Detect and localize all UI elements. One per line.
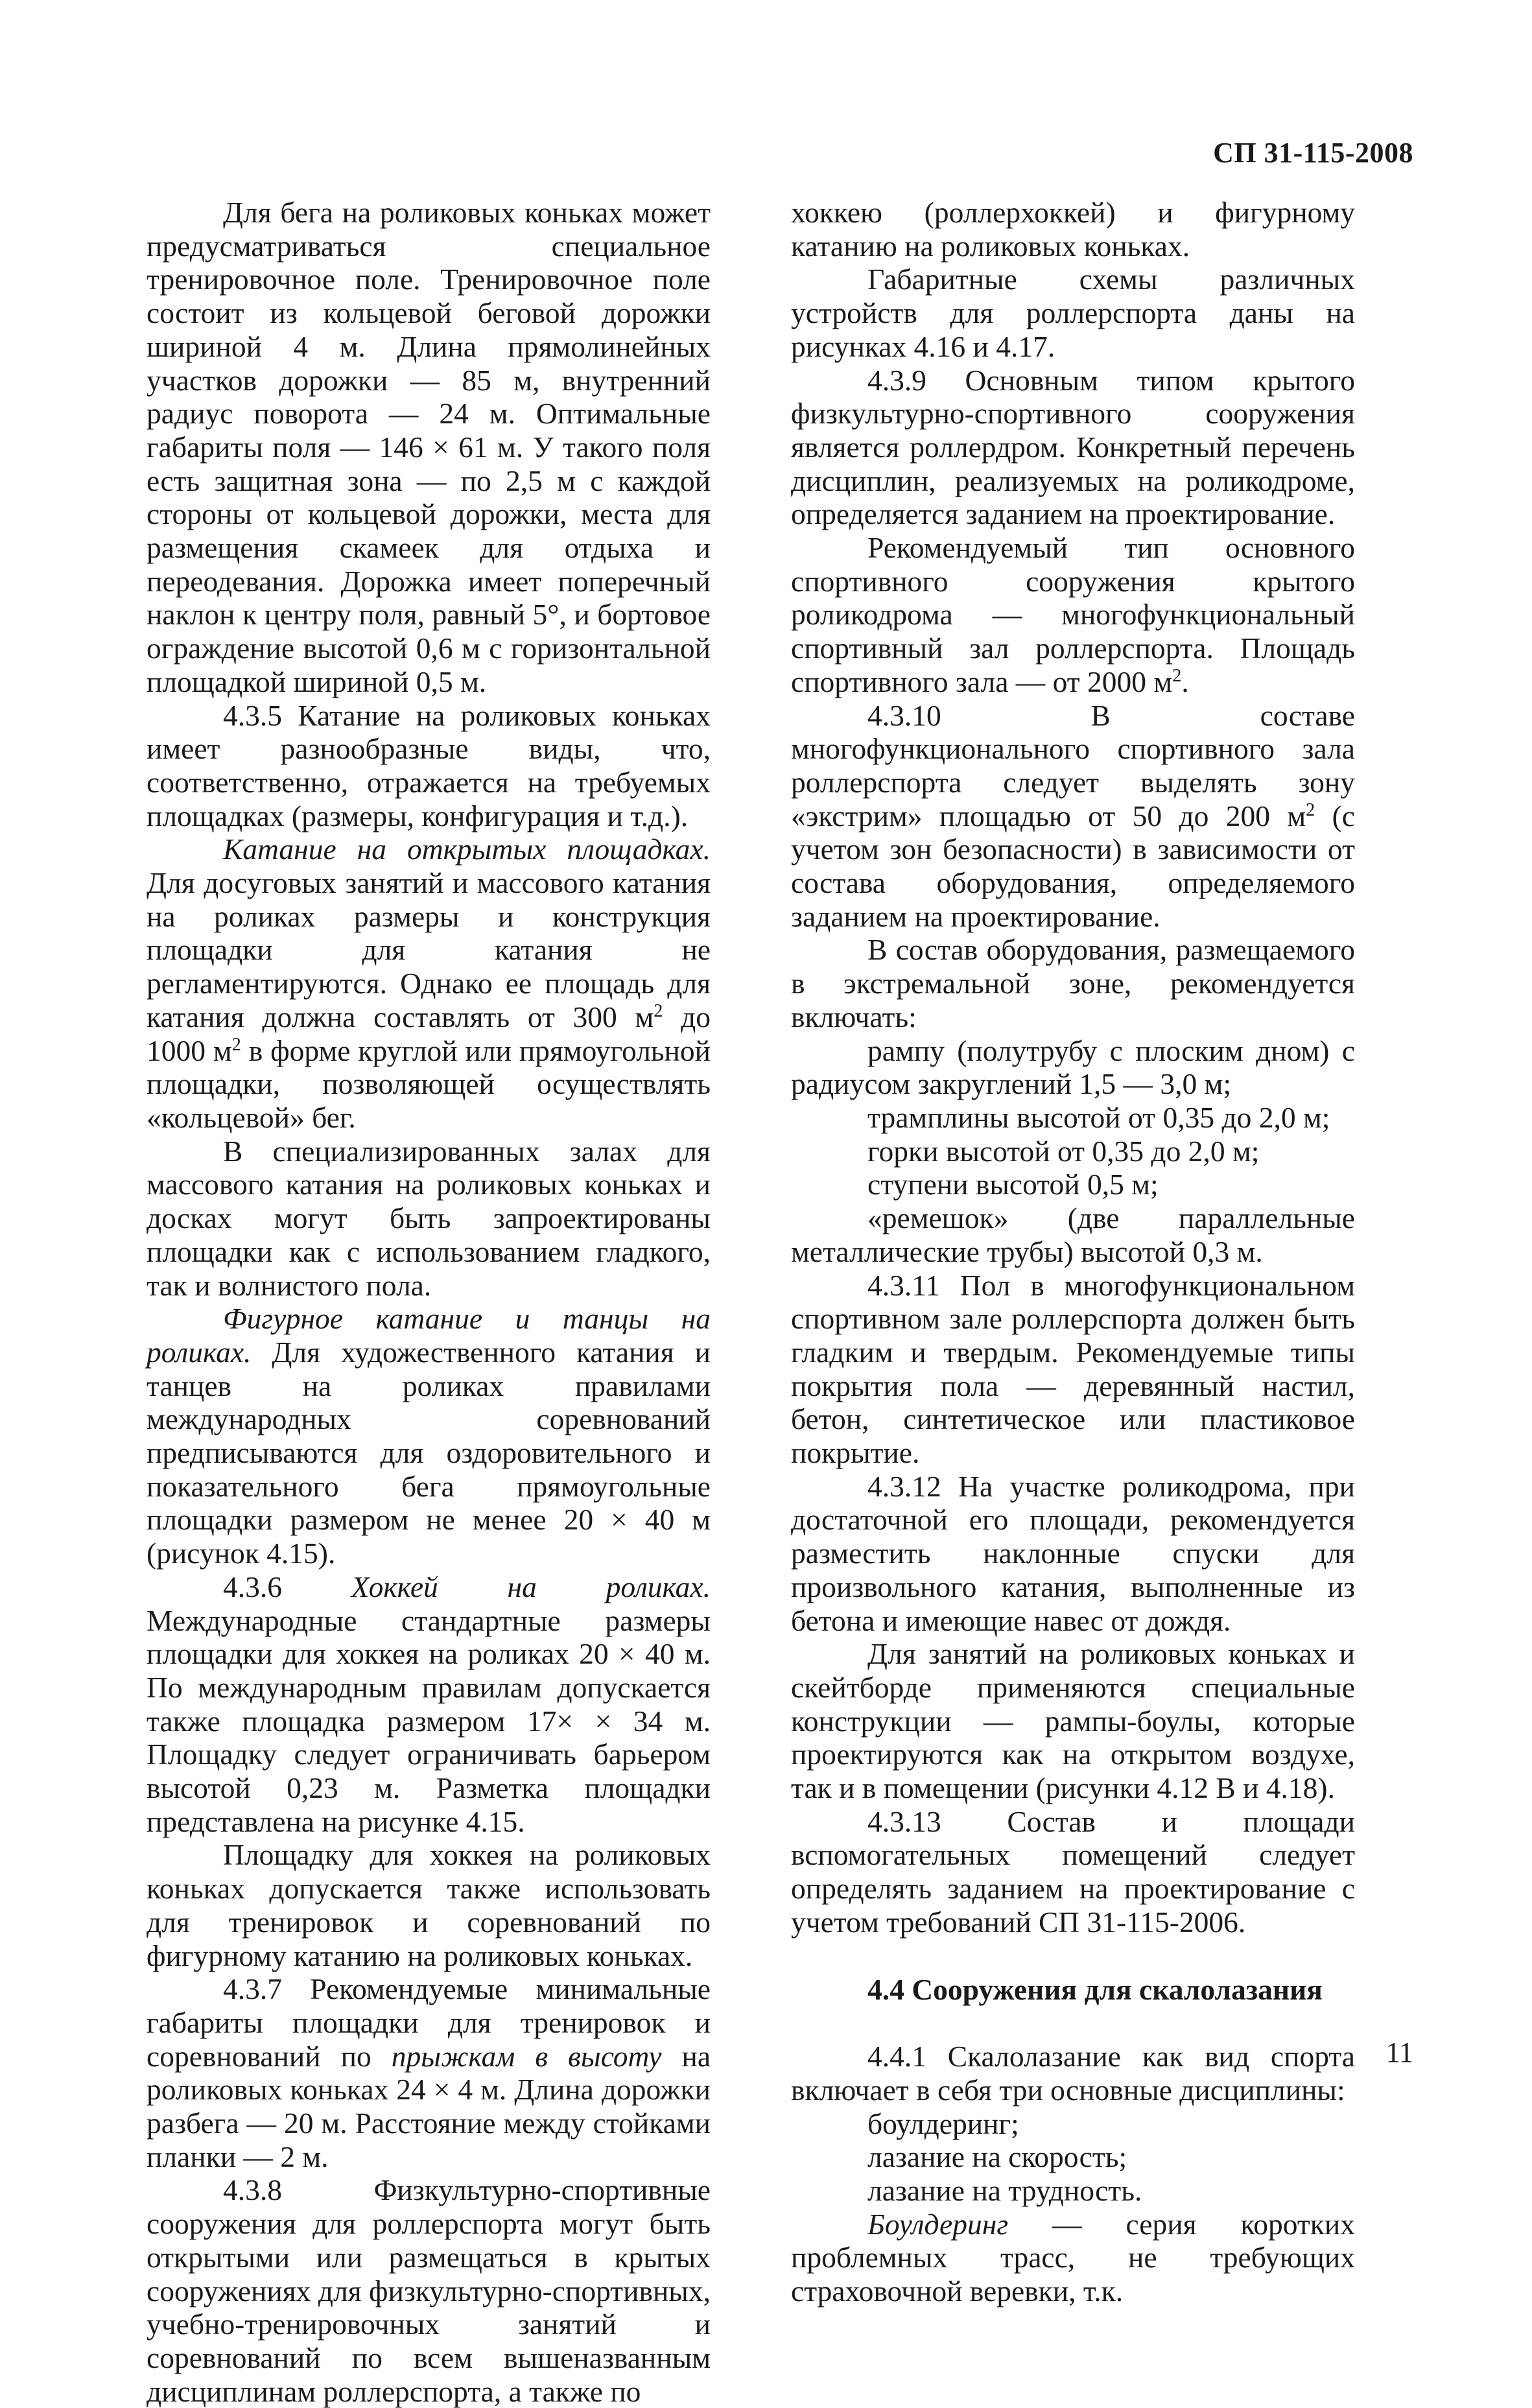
spacer: [791, 2006, 1355, 2040]
list-item: лазание на трудность.: [867, 2174, 1142, 2208]
paragraph: Фигурное катание и танцы на роликах. Для художественного катания и танцев на роликах правилами международных соревнований предписываются для оздоровительного и показательного бега прямоугольные площадки размером не менее 20 × 40 м (рисунок 4.15).: [147, 1302, 711, 1570]
paragraph: 4.3.6 Хоккей на роликах. Международные стандартные размеры площадки для хоккея на роликах 20 × 40 м. По международным правилам допускается также площадка размером 17× × 34 м. Площадку следует ограничивать барьером высотой 0,23 м. Разметка площадки представлена на рисунке 4.15.: [147, 1570, 711, 1838]
italic-term: прыжкам в высоту: [391, 2039, 662, 2073]
paragraph: 4.3.10 В составе многофункционального спортивного зала роллерспорта следует выделять зону «экстрим» площадью от 50 до 200 $м^2$ (с учетом зон безопасности) в зависимости от состава оборудования, определяемого заданием на проектирование.: [791, 698, 1355, 933]
paragraph: 4.3.7 Рекомендуемые минимальные габариты площадки для тренировок и соревнований по прыжкам в высоту на роликовых коньках 24 × 4 м. Длина дорожки разбега — 20 м. Расстояние между стойками планки — 2 м.: [147, 1972, 711, 2173]
italic-lead: Хоккей на роликах.: [351, 1570, 711, 1603]
paragraph: 4.3.11 Пол в многофункциональном спортивном зале роллерспорта должен быть гладким и твердым. Рекомендуемые типы покрытия пола — деревянный настил, бетон, синтетическое или пластиковое покрытие.: [791, 1268, 1355, 1470]
paragraph: Для занятий на роликовых коньках и скейтборде применяются специальные конструкции — рампы-боулы, которые проектируются как на открытом воздухе, так и в помещении (рисунки 4.12 В и 4.18).: [791, 1637, 1355, 1805]
list-item: лазание на скорость;: [867, 2140, 1127, 2174]
list-item: боулдеринг;: [867, 2107, 1019, 2140]
italic-term: Боулдеринг: [867, 2207, 1009, 2241]
paragraph: хоккею (роллерхоккей) и фигурному катанию на роликовых коньках.: [791, 196, 1355, 263]
paragraph: 4.3.9 Основным типом крытого физкультурно-спортивного сооружения является роллердром. Конкретный перечень дисциплин, реализуемых на роликодроме, определяется заданием на проектирование.: [791, 363, 1355, 531]
paragraph: 4.4.1 Скалолазание как вид спорта включает в себя три основные дисциплины:: [791, 2040, 1355, 2107]
right-column: [791, 196, 1355, 2308]
list-item: «ремешок» (две параллельные металлические трубы) высотой 0,3 м.: [791, 1201, 1355, 1268]
paragraph: 4.3.13 Состав и площади вспомогательных помещений следует определять заданием на проектирование с учетом требований СП 31-115-2006.: [791, 1804, 1355, 1939]
paragraph: Катание на открытых площадках. Для досуговых занятий и массового катания на роликах размеры и конструкция площадки для катания не регламентируются. Однако ее площадь для катания должна составлять от 300 $м^2$ до 1000 $м^2$ в форме круглой или прямоугольной площадки, позволяющей осуществлять «кольцевой» бег.: [147, 832, 711, 1134]
section-heading: 4.4 Сооружения для скалолазания: [867, 1972, 1323, 2006]
paragraph: 4.3.8 Физкультурно-спортивные сооружения для роллерспорта могут быть открытыми или размещаться в крытых сооружениях для физкультурно-спортивных, учебно-тренировочных занятий и соревнований по всем вышеназванным дисциплинам роллерспорта, а также по: [147, 2173, 711, 2408]
paragraph: Габаритные схемы различных устройств для роллерспорта даны на рисунках 4.16 и 4.17.: [791, 263, 1355, 363]
paragraph: Для бега на роликовых коньках может предусматриваться специальное тренировочное поле. Тренировочное поле состоит из кольцевой беговой дорожки шириной 4 м. Длина прямолинейных участков дорожки — 85 м, внутренний радиус поворота — 24 м. Оптимальные габариты поля — 146 × 61 м. У такого поля есть защитная зона — по 2,5 м с каждой стороны от кольцевой дорожки, места для размещения скамеек для отдыха и переодевания. Дорожка имеет поперечный наклон к центру поля, равный 5°, и бортовое ограждение высотой 0,6 м с горизонтальной площадкой шириной 0,5 м.: [147, 196, 711, 698]
list-item: рампу (полутрубу с плоским дном) с радиусом закруглений 1,5 — 3,0 м;: [791, 1033, 1355, 1101]
italic-lead: Катание на открытых площадках.: [223, 832, 711, 866]
paragraph: В состав оборудования, размещаемого в экстремальной зоне, рекомендуется включать:: [791, 933, 1355, 1033]
paragraph: Площадку для хоккея на роликовых коньках допускается также использовать для тренировок и соревнований по фигурному катанию на роликовых коньках.: [147, 1838, 711, 1972]
left-column: [147, 196, 711, 2408]
page-number: 11: [1385, 2036, 1413, 2068]
paragraph: Рекомендуемый тип основного спортивного сооружения крытого роликодрома — многофункциональный спортивный зал роллерспорта. Площадь спортивного зала — от 2000 $м^2$.: [791, 531, 1355, 698]
list-item: трамплины высотой от 0,35 до 2,0 м;: [867, 1100, 1330, 1134]
paragraph: В специализированных залах для массового катания на роликовых коньках и досках могут быть запроектированы площадки как с использованием гладкого, так и волнистого пола.: [147, 1134, 711, 1302]
list-item: ступени высотой 0,5 м;: [867, 1168, 1159, 1201]
list-item: горки высотой от 0,35 до 2,0 м;: [867, 1134, 1260, 1168]
spacer: [791, 1939, 1355, 1973]
paragraph: 4.3.12 На участке роликодрома, при достаточной его площади, рекомендуется разместить наклонные спуски для произвольного катания, выполненные из бетона и имеющие навес от дождя.: [791, 1469, 1355, 1637]
document-code: СП 31-115-2008: [1213, 137, 1413, 169]
paragraph: 4.3.5 Катание на роликовых коньках имеет разнообразные виды, что, соответственно, отражается на требуемых площадках (размеры, конфигурация и т.д.).: [147, 698, 711, 832]
italic-lead: Фигурное катание и танцы на роликах.: [147, 1302, 711, 1369]
paragraph: Боулдеринг — серия коротких проблемных трасс, не требующих страховочной веревки, т.к.: [791, 2207, 1355, 2308]
